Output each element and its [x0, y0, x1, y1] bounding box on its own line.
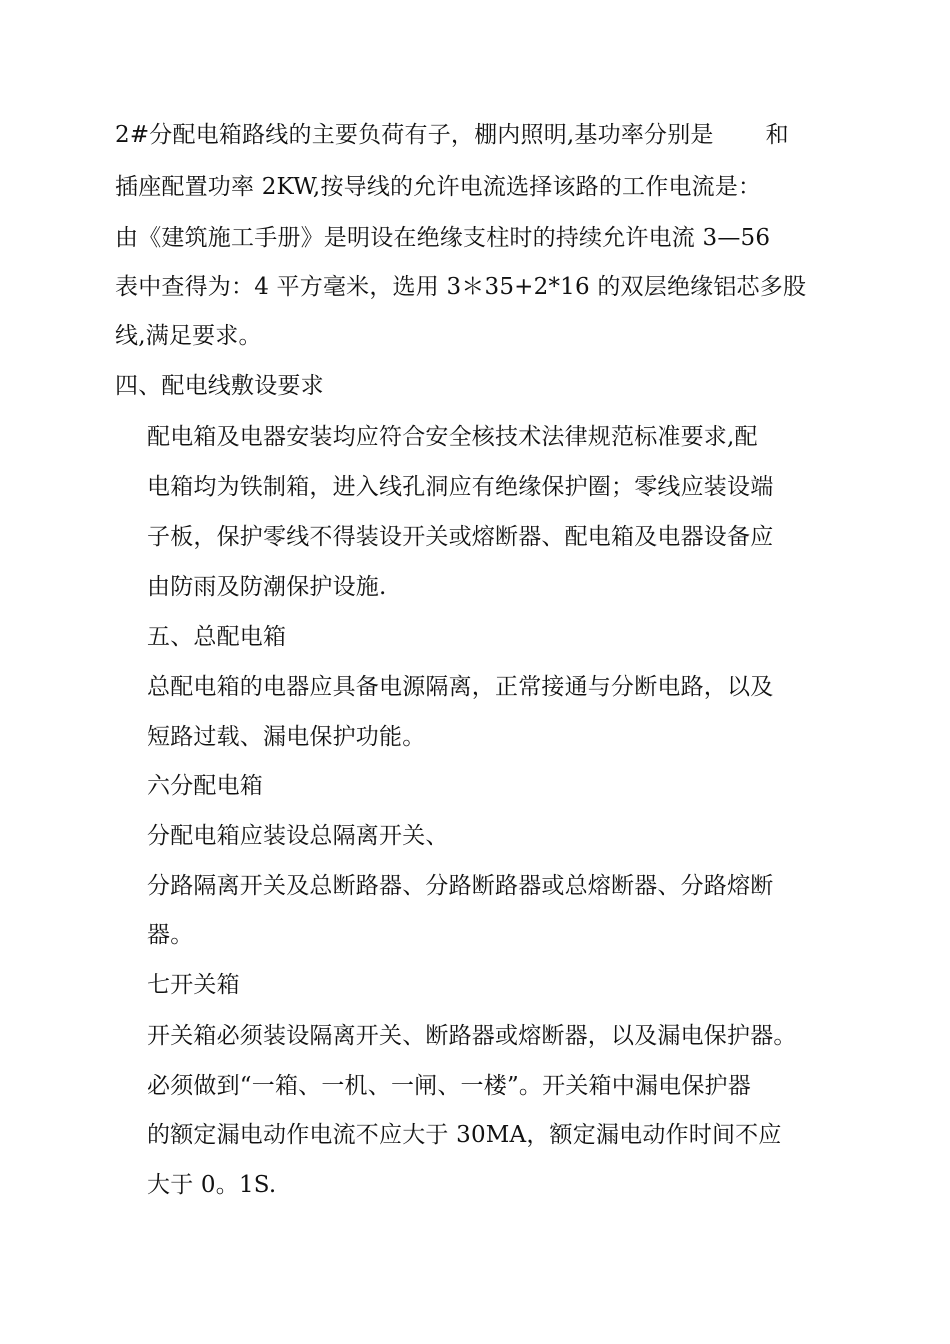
section-heading: 六分配电箱: [147, 773, 263, 799]
paragraph-line: 分配电箱应装设总隔离开关、: [147, 823, 449, 849]
paragraph-line: 大于 0。1S.: [147, 1172, 277, 1198]
paragraph-line: 短路过载、漏电保护功能。: [147, 724, 426, 750]
paragraph-line: 由《建筑施工手册》是明设在绝缘支柱时的持续允许电流 3—56: [115, 225, 771, 251]
paragraph-line: 器。: [147, 922, 194, 948]
paragraph-line: 必须做到“一箱、一机、一闸、一楼”。开关箱中漏电保护器: [147, 1073, 751, 1099]
paragraph-line: 插座配置功率 2KW,按导线的允许电流选择该路的工作电流是：: [115, 174, 762, 200]
text-segment: 2#分配电箱路线的主要负荷有子，棚内照明,基功率分别是: [115, 122, 714, 148]
paragraph-line: 电箱均为铁制箱，进入线孔洞应有绝缘保护圈；零线应装设端: [147, 474, 774, 500]
paragraph-line: [115, 120, 789, 150]
paragraph-line: 分路隔离开关及总断路器、分路断路器或总熔断器、分路熔断: [147, 873, 774, 899]
section-heading: 四、配电线敷设要求: [115, 373, 324, 399]
paragraph-line: 配电箱及电器安装均应符合安全核技术法律规范标准要求,配: [147, 424, 758, 450]
paragraph-line: 表中查得为：4 平方毫米，选用 3＊35+2*16 的双层绝缘铝芯多股: [115, 274, 807, 300]
paragraph-line: 线,满足要求。: [115, 323, 262, 349]
paragraph-line: 的额定漏电动作电流不应大于 30MA，额定漏电动作时间不应: [147, 1122, 782, 1148]
text-segment: 和: [765, 122, 789, 148]
paragraph-line: 由防雨及防潮保护设施.: [147, 574, 387, 600]
paragraph-line: 开关箱必须装设隔离开关、断路器或熔断器，以及漏电保护器。: [147, 1023, 797, 1049]
paragraph-line: 子板，保护零线不得装设开关或熔断器、配电箱及电器设备应: [147, 524, 774, 550]
paragraph-line: 总配电箱的电器应具备电源隔离，正常接通与分断电路，以及: [147, 674, 774, 700]
section-heading: 七开关箱: [147, 972, 240, 998]
section-heading: 五、总配电箱: [147, 624, 287, 650]
